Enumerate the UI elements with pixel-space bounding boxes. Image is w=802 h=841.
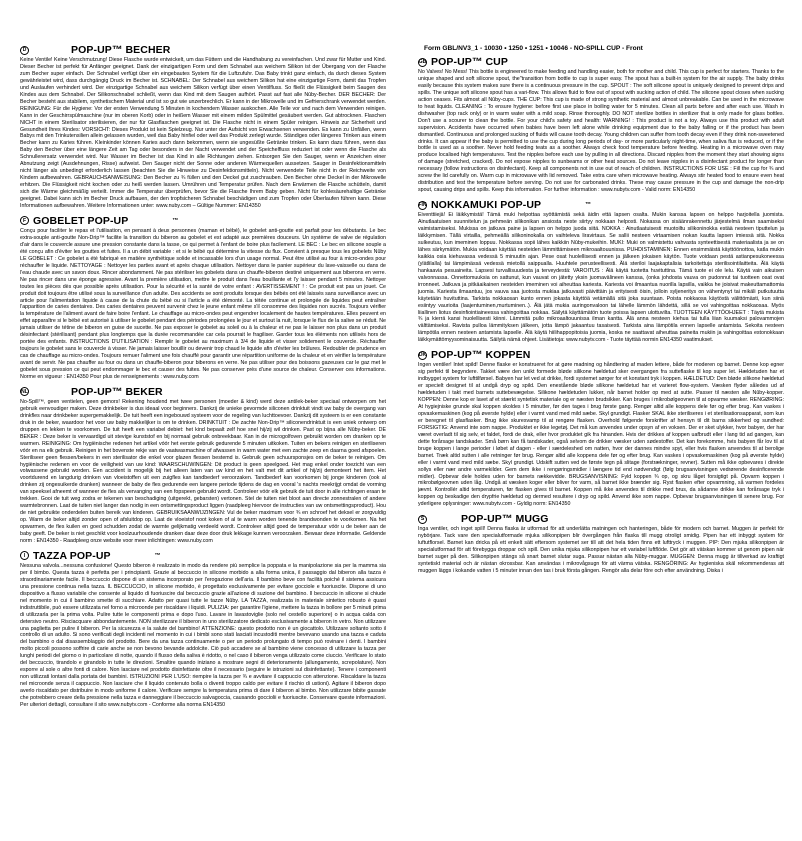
section-title: NOKKAMUKI POP-UP: [431, 199, 542, 212]
section-english: [418, 56, 784, 194]
trademark-mark: ™: [154, 552, 161, 559]
section-body: Nessuna valvola...nessuna confusione! Questo biberon è realizzato in modo da rendere più semplice la poppata e la manipolazione sia per la mamma sia per il bimbo. Questa tazza è perfetta per i principianti. Grazie al beccuccio in silicone morbido a alla forma unica, il passaggio dal biberon alla tazza è straordinariamente facile. Il beccuccio dispone di un sistema incorporato per l'erogazione dell'aria. Il bambino beve con facilità poiché il sistema assicura una pressione continua nella tazza. IL BECCUCCIO, in silicone morbido, è progettato esclusivamente per evitare gocciole e fuoriuscite. Dispone di uno dispositivo a flusso variabile che consente al liquido di fuoriuscire dal beccuccio grazie all'azione di suzione del bambino. Il beccuccio in silicone si chiude nel momento in cui il bambino smette di succhiare. Adatto per quasi tutte le tazze Nûby. LA TAZZA, realizzata in materiale sintetico robusto è quasi indistruttibile, può essere utilizzata nel forno a microonde per riscaldare i liquidi. PULIZIA: per garantire l'igiene, mettere la tazza in bollore per 5 minuti prima di utilizzarla per la prima volta. Pulire tutte le componenti prima e dopo l'uso. Lavare in lavastoviglie (solo nel cestello superiore) o in acqua calda con detersivo neutro. Risciacquare abbondantemente. NON sterilizzare il biberon in uno sterilizzatore dedicato esclusivamente a biberon in vetro. Non utilizzare una paglietta per pulire il biberon. Per la sicurezza e la salute del bambino! ATTENZIONE: questo prodotto non è un giocattolo. Utilizzare soltanto sotto il controllo di un adulto. Si sono verificati degli incidenti nel momento in cui i bimbi sono stati lasciati incustoditi mentre bevevano usando una tazza e caduta del bambino o dal disassemblaggio del prodotto. Bere da una tazza continuamente o per un periodo prolungato di tempo può rovinare i denti. I bambini molto piccoli possono soffrire di carie anche se non bevono bevande addolcite. Ciò può accadere se al bambino viene concesso di utilizzare la tazza per lunghi periodi del giorno o in particolare di notte, quando il flusso della saliva è ridotto, o nel caso il biberon venga utilizzato come ciuccio. Verificare lo stato del beccuccio, tirandolo e girandolo in tutte le direzioni. Smaltire quando iniziano a mostrare segni di deterioramento (allungamento, screpolature). Non esporre al sole o altre fonti di calore. Non lasciare nel prodotto disinfettante oltre il necessario (seguire le istruzioni sul disinfettante). Tenere i componenti non utilizzati lontani dalla portata dei bambini. ISTRUZIONI PER L'USO: riempire la tazza per ¾ e avvitare il cappuccio con attenzione. Riscaldare la tazza nel microonde senza il cappuccio. Non lasciare che il liquido contenuto bolla o diventi troppo caldo per evitare il rischio di ustioni). Agitare il biberon dopo averlo riscaldato per distribuire in modo uniforme il calore. Verificare sempre la temperatura prima di dare il biberon al bimbo. Non utilizzare bibite gassate che potrebbero creare della pressione nella tazza e danneggiare il beccuccio salvagoccia, causando gocciolii e fuoriuscite. Conservare queste informazioni. Per ulteriori dettagli, consultare il sito www.nubytv.com - Conforme alla norma EN14350: [20, 562, 386, 709]
section-header: [20, 215, 386, 227]
section-body: Keine Ventile! Keine Verschmutzung! Diese Flasche wurde entwickelt, um das Füttern und die Handhabung zu vereinfachen. Und zwar für Mutter und Kind. Dieser Becher ist perfekt für Anfänger geeignet. Dank der einzigartigen Form und dem Schnabel aus weichem Silikon ist der Übergang von der Flasche zum Becher super einfach. Der Schnabel verfügt über ein eingebautes System für die Luftzufuhr. Das Baby trinkt ganz einfach, da durch dieses System gewährleistet wird, dass durchgängig Druck im Becher ist. SCHNABEL: Der Schnabel aus weichem Silikon hat eine einzigartige Form, damit das Tropfen und Auslaufen verhindert wird. Der einzigartige Schnabel aus weichem Silikon verfügt über einen Ventilfluss. So fließt die Flüssigkeit beim Saugen des Kindes aus dem Schnabel. Der Silikonschnabel schließt, wenn das Kind mit dem Saugen aufhört. Passt auf fast alle Nûby-Becher. DER BECHER: Der Becher besteht aus stabilem, synthetischem Material und ist so gut wie unzerbrechlich. Er kann in der Mikrowelle und im Gefrierschrank verwendet werden. REINIGUNG: Für die Hygiene: Vor der ersten Verwendung 5 Minuten in kochendem Wasser auskochen. Alle Teile vor und nach dem Verwenden reinigen. Kann in der Geschirrspülmaschine (nur im oberen Korb) oder in heißem Wasser mit einem milden Spülmittel gesäubert werden. Gut abtrocknen. Flaschen NICHT in einem Sterilisator sterilisieren, der nur für Glasflaschen geeignet ist. Die Flasche nicht in einem Spüler reinigen. Hinweis zur Sicherheit und Gesundheit Ihres Kindes: VORSICHT: Dieses Produkt ist kein Spielzeug. Nur unter der Aufsicht von Erwachsenen verwenden. Es kann zu Unfällen, wenn Babys mit den Trinkutensilien allein gelassen wurden, weil das Baby hinfiel oder weil das Produkt zerlegt wurde. Ständiges oder längeres Trinken aus einem Becher kann zu Karies führen. Kleinkinder können Karies auch dann bekommen, wenn sie ungesüßte Getränke trinken. Es kann dazu führen, wenn das Baby den Becher über eine längere Zeit am Tag oder besonders in der Nacht verwendet und der Speichelfluss reduziert ist oder wenn die Flasche als Schnullerersatz verwendet wird. Nur Wasser im Becher ist das Kind in alle Richtungen ziehen. Entsorgen Sie den Sauger, wenn er Anzeichen einer Abnutzung zeigt (Ausdehnungen, Risse) aufweist. Den Sauger nicht der Sonne oder anderen Wärmequellen aussetzen. Sauger in Desinfektionsmitteln nicht länger als unbedingt erforderlich lassen (beachten Sie die Hinweise zu Desinfektionsmitteln). Nicht verwendete Teile nicht in der Reichweite von Kindern aufbewahren. GEBRAUCHSANWEISUNG: Den Becher zu ¾ füllen und den Deckel gut zuschrauben. Den Becher ohne Deckel in der Mikrowelle erhitzen. Die Flüssigkeit nicht kochen oder zu heiß werden lassen. Umrühren und Temperatur prüfen. Nach dem Erwärmen die Flasche schütteln, damit sich die Wärme gleichmäßig verteilt. Immer die Temperatur überprüfen, bevor Sie die Flasche Ihrem Baby geben. Nicht für kohlesäurehaltige Getränke geeignet. Dabei kann sich im Becher Druck aufbauen, der den tropfsicheren Schnabel beschädigen und zum Tropfen oder Überlaufen führen kann. Diese Informationen aufbewahren. Weitere Informationen unter: www.nuby.com – Gültige Nummer: EN14350: [20, 57, 386, 210]
language-badge-icon: FIN: [418, 202, 427, 209]
section-header: [418, 349, 784, 361]
section-header: [418, 513, 784, 525]
trademark-mark: ™: [585, 202, 592, 209]
section-title: POP-UP™ MUGG: [461, 513, 549, 526]
section-french: [20, 215, 386, 381]
section-finnish: [418, 199, 784, 344]
section-header: [20, 550, 386, 562]
section-title: GOBELET POP-UP: [33, 214, 129, 227]
section-title: POP-UP™ BECHER: [71, 44, 171, 56]
section-header: [418, 56, 784, 68]
section-danish: [418, 349, 784, 508]
section-dutch: [20, 386, 386, 545]
left-column: [20, 44, 386, 834]
form-code-header: Form GBL/NV3_1 - 10030 • 1250 • 1251 • 10046 - NO-SPILL CUP - Front: [424, 45, 643, 52]
language-badge-icon: I: [20, 551, 29, 560]
section-body: Ingen ventiler! Intet spild! Denne flaske er konstrueret for at gøre madning og håndtering af maden lettere, både for moderen og barnet. Denne kop egner sig perfekt til begyndere. Takket være den unikt formede bløde silikone hældetud sker overgangen fra sutteflaske til kop super let. Hældetuden har et indbygget system for lufttilførsel. Babyen har let ved at drikke, fordi systemet sørger for et konstant tryk i koppen. HÆLDETUD: Den bløde silikone hældetud er specielt designet til at undgå dryp og spild. Den enestående bløde silikone hældetud har et varieret flow-system. Væsken flyder således ud af hældetuden i takt med barnets suttebevægelse. Silikone hældetuden lukker, når barnet holder op med at sutte. Passer til næsten alle Nûby-kopper. KOPPEN: Denne kop er lavet af et stærkt syntetisk materiale og er næsten brudsikker. Kan bruges i mikrobølgeovnen til at opvarme væsker. RENGØRING: At hygiejniske grunde skal koppen skoldes i 5 minutter, før den tages i brug første gang. Rengør altid alle koppens dele før og efter brug. Kan vaskes i opvaskemaskinen (kog på øverste hylde) eller i varmt vand med mild sæbe. Skyl grundigt. Flasker SKAL ikke steriliseres i et sterilisationsapparat, som kun er beregnet til glasflasker. Brug ikke skuresvamp til at rengøre flasken. Overhold følgende forskrifter af hensyn til dit barns sikkerhed og sundhed: FORSIGTIG: Anvend inte som nappe. Produktet er ikke legetøj. Det må kun anvendes under opsyn af en voksen. Der er sket ulykker, hvor babyer, der har været overladt til sig selv, et faldet, fordi de drak, eller hvor produktet gik fra hinanden. Hvis der drikkes af koppen uafbrudt eller i lang tid ad gangen, kan dette forårsage tandskader. Små børn kan få tandskader, også selvom de drikker væsker uden sødestoffer. Det kan forekomme, hvis babyen får lov til at bruge koppen i lange perioder i løbet af dagen - eller i særdeleshed om natten, hvor der dannes mindre spyt, eller hvis flasken anvendes til at berolige barnet. Træk altid sutten i alle retninger før brug. Rengør altid alle koppens dele før og efter brug. Kan vaskes i opvaskemaskinen (kog på øverste hylde) eller i varmt vand med mild sæbe. Skyl grundigt. Udskift sutten ved de første tegn på slitage (forstrækninger, revner). Sutten må ikke opbevares i direkte sollys eller nær andre varmekilder. Gem dem ikke i rengøringsmidler i længere tid end nødvendigt (følg brugsanvisningen vedrørende desinficerende midler). Opbevar dele holdes uden for barnets rækkevidde. BRUGSANVISNING: Fyld koppen ¾ op, og skru låget forsigtigt på. Opvarm koppen i mikrobølgeovnen uden låg. Undgå at væsken koger eller bliver for varm, så barnet ikke brænder sig. Ryst flasken efter opvarmning, så varmen fordeles jævnt. Kontrollér altid temperaturen, før flasken gives til barnet. Koppen må ikke anvendes til drikke med brus, da sådanne drikke kan forårsage tryk i koppen og beskadige den drypfrie hældetud og dermed resultere i dryp og spild. Anvend ikke som nappe. Opbevar brugsanvisningen til senere brug. For yderligere oplysninger: www.nubytv.com - Gyldig norm: EN14350: [418, 362, 784, 508]
language-badge-icon: F: [20, 216, 29, 225]
section-header: [20, 44, 386, 56]
section-body: No Valves! No Mess! This bottle is engineered to make feeding and handling easier, both for mother and child. This cup is perfect for starters. Thanks to the unique shaped and soft silicone spout, the"transition from bottle to cup is super easy. The spout has a built-in system for the air supply. The baby drinks easily because this system makes sure there is a continuous pressure in the cup. SPOUT : The soft silicone spout is uniquely designed to prevent drips and spills. The unique soft silicone spout has a vari-flow. This allows fluid to flow out of spout with sucking action of child. The silicone spout closes when sucking action ceases. Fits almost all Nûby-cups. THE CUP: This cup is made of strong synthetic material and almost unbreakable. Can be used in the microwave to heat liquids. CLEANING : To ensure hygiene: before first use place in boiling water for 5 minutes. Clean all parts before and after each use. Wash in dishwasher (top rack only) or in warm water with a mild soap. Rinse thoroughly. DO NOT sterilize bottles in sterilizer that is only made for glass bottles. Don't use a scourer to clean the bottle. For your child's safety and health: WARNING! : This product is not a toy. Always use this product with adult supervision. Accidents have occurred when babies have been left alone while drinking equipment due to the baby falling or if the product has been dismantled. Continuous and prolonged sucking of fluids will cause tooth decay. Young children can suffer from tooth decay even if they drink non-sweetened drinks. It can appear if the baby is permitted to use the cup during long periods of day- or more particularly night-time, when saliva flux is reduced, or if the bottle is used as a soother. Never hold feeding teats as a soother. Always check food temperature before feeding. Heating in a microwave oven may produce localised high temperatures. Test the nipples before each use by pulling in all directions. Discard nipples from the moment they start showing signs of damage (stretched, cracked). Do not expose nipples to sunbeams or other heat sources. Do not leave nipples in a disinfectant product for longer than necessary (follow instructions on disinfectant). Keep all components not in use out of reach of children. INSTRUCTIONS FOR USE : Fill the cup for ¾ and screw the lid carefully on. Warm cup in microwave with lid removed. Take extra care when microwave heating. Always stir heated food to ensure even heat distribution and test the temperature before serving. Do not use for carbonated drinks. These may cause pressure in the cup and damage the non-drip spout, causing drips and spills. Keep this information. For further information : www.nubytv.com - Valid norm: EN14350: [418, 69, 784, 194]
section-body: Inga ventiler, och inget spill! Denna flaska är utformad för att underlätta matningen och hanteringen, både för modern och barnet. Muggen är perfekt för nybörjare. Tack vare den specialutformade mjuka silikonpipen blir övergången från flaska till mugg otroligt smidig. Pipen har ett inbyggt system för luftutflorsel. Barnet kan dricka på ett enkelt sätt eftersom systemet ser till att det hela tiden finns ett lufttryck i muggen. PIP: Den mjuka silikonpipen är specialutformad för att förebygga droppar och spill. Den unika mjuka silikonpipen har ett variabel luftflöde. Det gör att vätskan kommer ut genom pipen när barnet suger på den. Silikonpipen stängs så snart barnet slutar suga. Passar nästan alla Nûby-muggar. MUGGEN: Denna mugg är tillverkad av kraftigt syntetiskt material och är nästan okrossbar. Kan användas i mikrovågsugn för att värma vätska. RENGÖRING: Av hygieniska skäl rekommenderas att muggen läggs i kokande vatten i 5 minuter innan den tas i bruk första gången. Rengör alla delar före och efter användning. Diska i: [418, 526, 784, 574]
language-badge-icon: S: [418, 515, 427, 524]
right-column: [418, 56, 784, 834]
trademark-mark: ™: [172, 217, 179, 224]
section-title: POP-UP™ KOPPEN: [431, 349, 531, 362]
language-badge-icon: GB: [418, 59, 427, 65]
section-header: [418, 199, 784, 211]
section-italian: [20, 550, 386, 709]
section-swedish: [418, 513, 784, 575]
section-body: Conçu pour faciliter le repas et l'utilisation, en pensant à deux personnes (maman et bébé), le gobelet anti-goutte est parfait pour les débutants. Le bec extra-souple anti-goutte Non-Drip™ facilite la transition du biberon au gobelet et est adapté aux premières douceurs. Un système de valve de régulation d'air dans le couvercle assure une pression constante dans la tasse, ce qui permet à l'enfant de boire plus facilement. LE BEC : Le bec en silicone souple a été conçu afin d'éviter les gouttes et fuites. Il a un débit variable : et si le bébé qui détermine la vitesse du flux. Convient à presque tous les gobelets Nûby LE GOBELET : Ce gobelet a été fabriqué en matière synthétique solide et incassable lors d'un usage normal. Peut être utilisé au four à micro-ondes pour réchauffer le liquide. NETTOYAGE : Nettoyer les parties avant et après chaque utilisation. Nettoyer dans le panier supérieur du lave-vaisselle ou dans de l'eau chaude avec un savon doux. Rincer abondamment. Ne pas stériliser les gobelets dans un chauffe-biberon destiné uniquement aux biberons en verre. Ne pas rincer dans une éponge agressive. Avant la première utilisation, mettre le produit dans l'eau bouillante et l'y laisser pendant 5 minutes. Nettoyer toutes les pièces dès que possible après utilisation. Pour la sécurité et la santé de votre enfant : AVERTISSEMENT ! : Ce produit est pas un jouet. Ce produit doit toujours être utilisé sous la surveillance d'un adulte. Des accidents se sont produits lorsque des bébés ont été laissés sans surveillance avec un article pour l'alimentation liquide à cause de la chute du bébé ou si l'article a été démonté. La tétée continue et prolongée de liquides peut entraîner l'apparition de caries dentaires. Des caries dentaires peuvent survenir chez le jeune enfant même s'il consomme des liquides non sucrés. Toujours vérifier la température de l'aliment avant de faire boire l'enfant. Le chauffage au micro-ondes peut engendrer localement de hautes températures. Elles peuvent en effet apparaître si le bébé est autorisé à utiliser le gobelet pendant des périodes prolongées le jour et surtout la nuit, lorsque le flux de la salive se réduit. Ne jamais utiliser de tétine de biberon en guise de sucette. Ne pas exposer le gobelet au soleil ou à la chaleur et ne pas le laisser non plus dans un produit désinfectant (stérilisant) pendant plus longtemps que la durée recommandée car cela pourrait le fragiliser. Garder tous les éléments non utilisés hors de portée des enfants. INSTRUCTIONS D'UTILISATION : Remplir le gobelet au maximum à 3/4 de liquide et visser solidement le couvercle. Réchauffer toujours le gobelet sans le couvercle à visser. Ne jamais laisser bouillir ou devenir trop chaud le liquide afin d'éviter les brûlures. Redoubler de prudence en cas de chauffage au micro-ondes. Toujours remuer l'aliment une fois chauffé pour garantir une répartition uniforme de la chaleur et en vérifier la température avant de servir. Ne pas chauffer au four ou dans un chauffe-biberon pour biberons en verre. Ne pas utiliser pour des boissons gazeuses car le gaz met le gobelet sous pression ce qui peut endommager le bec et causer des fuites. Ne pas conserver près d'une source de chaleur. Conserver ces informations. Norme en vigueur : EN14350 Pour plus de renseignements : www.nuby.com: [20, 227, 386, 380]
language-badge-icon: DK: [418, 352, 427, 359]
section-body: No-Spill™, geen ventielen, geen gemors! Rekening houdend met twee personen (moeder & kind) werd deze antilek-beker speciaal ontworpen om het gebruik eenvoudiger maken. Deze drinkbeker is dus ideaal voor beginners. Dankzij de unieke gevormde siliconen drinktuit vindt uw baby de overgang van drinkfles naar drinkbeker supergemakkelijk. De tuit heeft een ingebouwd systeem voor de regeling van luchttoevoer. Dankzij dit systeem is er een constante druk in de beker, waardoor het voor uw baby makkelijker is om te drinken. DRINKTUIT : De zachte Non-Drip™ siliconendrinktuit is een uniek ontwerp om druppen en lekken te voorkomen. De tuit heeft een variabel debiet: het kind bepaalt zelf hoe snel hij/zij wil drinken. Past op bijna alle Nûby-beker. DE BEKER : Deze beker is vervaardigd uit stevige kunststof en bij normaal gebruik onbreekbaar. Kan in de microgolfoven gebruikt worden om dranken op te warmen. REINIGING: Om hygiënische redenen het artikel vóór het eerste gebruik gedurende 5 minuten uitkoken. Tuiten en bekers reinigen en steriliseren vóór en na elk gebruik. Reinigen in het bovenste rekje van de vaatwasmachine of afwassen in warm water met een zachte zeep en daarna goed afspoelen. Steriliseer geen flessen/bekers in een sterilisator die enkel voor glazen flessen bestemd is. Gebruik geen schuursponsjes om de beker te reinigen. Om hygiënische redenen en voor de veiligheid van uw kind: WAARSCHUWINGEN: Dit product is geen speelgoed. Het mag enkel onder toezicht van een volwassene gebruikt worden. Een accident is mogelijk bij het alleen laten van uw kind en het valt met dit artikel of hij/zij demonteert het item. Het voortdurend en langdurig drinken van vloeistoffen uit een zuigfles kan tandbederf veroorzaken. Tandbederf kan voorkomen bij jonge kinderen (ook al drinken zij ongesuikerde dranken) wanneer de baby de fles gedurende een langere periode tijdens de dag en vooral 's nachts meekrijgt omdat de vorming van speeksel afneemt of wanneer de fles als vervanging van een fopspeen gebruikt wordt. Controleer vóór elk gebruik de tuit door in alle richtingen eraan te trekken. Gooi de tuit weg zodra er tekenen van beschadiging (uitgerekt, gebarsten) vertonen. Stel de tuiten niet bloot aan directe zonnestralen of andere warmtebronnen. Laat de tuiten niet langer dan nodig in een ontsmettingsproduct liggen (raadpleeg hiervoor de instructies van uw ontsmettingsproduct). Hou de niet gebruikte onderdelen buiten bereik van kinderen. GEBRUIKSAANWIJZINGEN: Vul de beker maximum voor ¾ en schroef het deksel er zorgvuldig op. Warm de beker altijd zonder open of afsluitdop op. Laat de vloeistof noot koken of al te warm worden tenende brandwonden te voorkomen. Na het opwarmen, de fles kuilen en goed schudden zodat de warmte gelijkmatig verdeeld wordt. Controleer altijd goed de temperatuur vóór u de beker aan de baby geeft. De beker is niet geschikt voor koolzuurhoudende dranken daar deze door druk lekkage kunnen veroorzaken. Bewaar deze informatie. Geldende norm : EN14350 - Raadpleeg onze website voor meer inlichtingen: www.nuby.com: [20, 398, 386, 544]
section-body: Eiventtiiejä! Ei läikkymistä! Tämä muki helpottaa syöttämistä sekä äidin että lapsen osalta. Mukin kanssa lapsen on helppo harjoitella juomista. Ainutlaatuisen suunnitelun ja pehmeän silikonikan ansiosta neste siirtyy nokkaan helposti. Nokassa on sisäänrakennettu järjestelmä ilman saamiseksi vaimistamiseksi. Mukissa on jatkuva paine ja lapsen on helppo juoda siitä. NOKKA : Ainutlaatuisesti muotoiltu silikoninokka estää nesteen tiputtelun ja läikkymisen. Tällä virtailla, pehmeällä silikoninokalla on vaihteleva liravirtaus. Se sallii nesteen virtaamisen nokan kautta lapsen imiessä sitä. Nokka sulkeutuu, kun imeminen loppuu. Nokkassa sopii lähes kaikkiin Nûby-mukeihin. MUKI: Muki on valmistettu vahvasta synteettisestä materiaalista ja se on lähes särkymätön. Mukia voidaan käyttää nesteiden lämmittämiseen mikroaaltouunissa. PUHDISTAMINEN: Ennen ensimmäistä käyttöönottoa, katla mukin kaikkia osia kiehuvassa vedessä 5 minuutin ajan. Pese osat huolellisesti ennen ja jälkeen jokaisen käytön. Tuote voidaan pestä astianpesukoneessa (ylätlilalla) tai lämpimässä vedessä mietollä saippualla. Huuhtele perusteellisesti. Älä steriloi laajakaptalisia tarkoitettuja sterilisointilaitteita. Älä käytä hankaavia pesuaineita. Lapsesi turvallisuudesta ja terveydestä: VAROITUS : Älä käytä tuotetta huvituttina. Tämä tuote ei ole lelu. Käytä vain aikuisen valvonnassa. Onnettomuuksia on sattunut, kun vauvat on jätetty yksin juomavälineen kanssa, (onka johdosta vauva on pudonnut tai tuotteen osat ovat irronneet. Jatkuva ja pitkäaikainen nesteiden imeminen voi aiheuttaa kariesta. Kariesta voi ilmaantua nuorilla lapsilla, vaikka he joisivat makeuttamattomia juomia. Kariesta ilmaantuu, jos vauva saa juotosta mukiaa jatkuvasti päivittäin ja erityisesti öisin, jolloin syljeneritys on vähentynyt tai mikäli putkutuutta käytetään huvituttina. Tarkista nokkaosan kunto ennen jokasta käyttöä vetämällä sitä joka suuntaan. Poista nokkaosa käytöstä välittömästi, kun siinä esiintyy vaurioita (laajentuminen,murtuminen..). Älä jätä mukia auringonvaloon tai lähelle lämmön lähdettä, sillä se voi vahingoittaa nokkaosaa. Myös liiallinen liotus desinfiointiaineessa vahingoittaa nokkaa. Säilytä käyttämätön tuote poissa lapsen ulottuvilta. TUOTTEEN KÄYTTÖOHJEET : Täytä mukista ¾ ja kierrä kansi huolellisesti kiinni. Lämmitä pullo mikroaaltouunissa ilman kantta. Älä anna nesteen kiehua tai tulla liian kuumaksi palovammojen välttämiseksi. Ravista pulloa lämmityksen jälkeen, jotta lämpö jakaantuu tasaisesti. Tarkista aina lämpötila ennen lapselle antamista. Sekoita nesteen lämpötila ennen nesteen antamista lapselle. Älä käytä hiilihappopitoisia juomia, koska ne saattavat aiheuttaa paineita mukiin ja vahingoittaa estonokkaan läikkymättömyysominaisuutta. Säilytä nämä ohjeet. Lisätietoja: www.nubytv.com - Tuote täyttää normin EN14350 vaatimukset.: [418, 212, 784, 344]
language-badge-icon: D: [20, 46, 29, 55]
section-german: [20, 44, 386, 210]
section-title: POP-UP™ CUP: [431, 56, 508, 68]
language-badge-icon: NL: [21, 388, 28, 395]
section-header: [20, 386, 386, 398]
section-title: POP-UP™ BEKER: [71, 385, 163, 398]
section-title: TAZZA POP-UP: [33, 549, 111, 562]
